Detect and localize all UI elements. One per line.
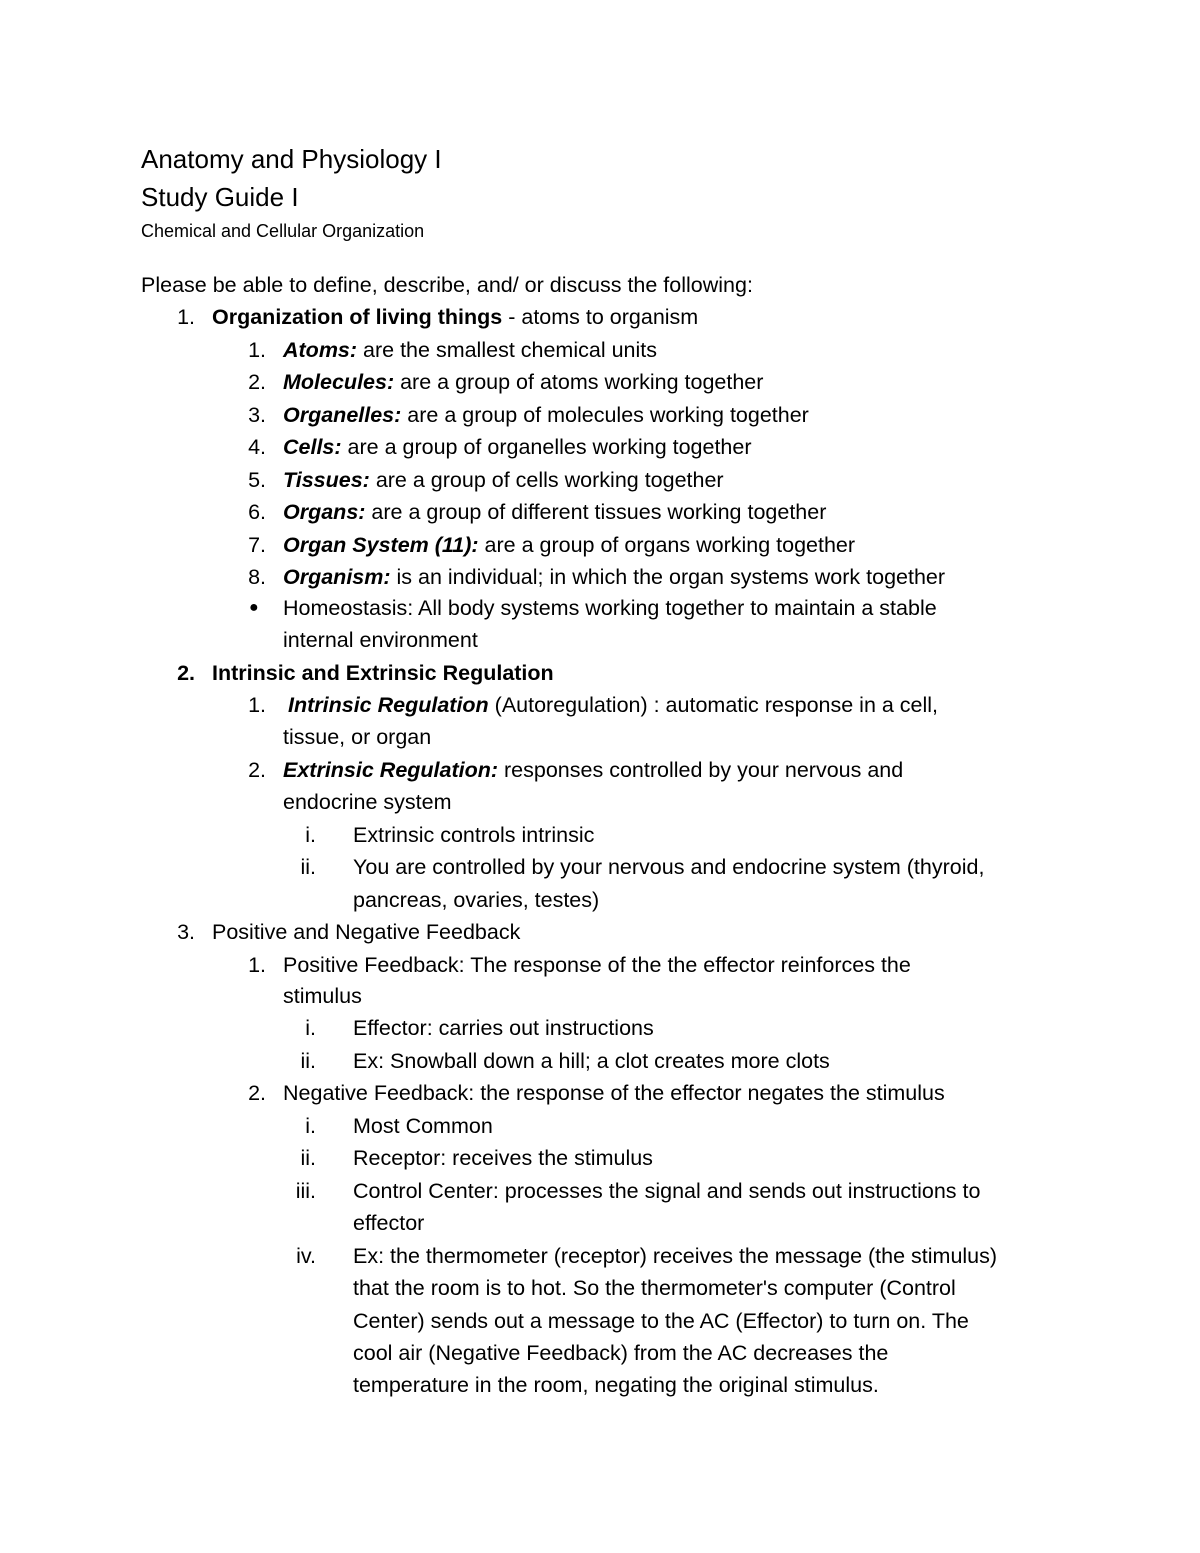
sub-list-number: i. — [305, 1114, 316, 1138]
definition: are a group of atoms working together — [394, 370, 764, 394]
definition: are a group of cells working together — [369, 468, 724, 492]
course-title: Anatomy and Physiology I — [141, 144, 442, 174]
list-item — [283, 432, 752, 462]
sub-list-item: Extrinsic controls intrinsic — [353, 823, 595, 847]
list-number: 3. — [248, 403, 266, 427]
sub-list-item: Ex: the thermometer (receptor) receives the message (the stimulus) — [353, 1244, 998, 1268]
list-number: 8. — [248, 565, 266, 589]
list-item — [283, 367, 763, 397]
sub-list-number: i. — [305, 1016, 316, 1040]
section-number: 1. — [177, 305, 195, 329]
term: Molecules: — [283, 370, 395, 394]
sub-list-item: Receptor: receives the stimulus — [353, 1146, 653, 1170]
list-number: 1. — [248, 338, 266, 362]
sub-list-item-continued: effector — [353, 1211, 425, 1235]
guide-title: Study Guide I — [141, 182, 299, 212]
list-number: 7. — [248, 533, 266, 557]
term: Intrinsic Regulation — [288, 693, 489, 717]
list-number: 2. — [248, 1081, 266, 1105]
sub-list-item-continued: Center) sends out a message to the AC (Effector) to turn on. The — [353, 1309, 969, 1333]
section-heading — [212, 302, 698, 332]
section-title: Intrinsic and Extrinsic Regulation — [212, 661, 554, 685]
sub-list-number: iv. — [296, 1244, 316, 1268]
list-item — [283, 335, 657, 365]
definition: is an individual; in which the organ systems work together — [390, 565, 946, 589]
list-item — [283, 497, 826, 527]
list-number: 5. — [248, 468, 266, 492]
term: Extrinsic Regulation: — [283, 758, 499, 782]
sub-list-item: Control Center: processes the signal and sends out instructions to — [353, 1179, 981, 1203]
definition: are a group of organs working together — [478, 533, 856, 557]
sub-list-item-continued: that the room is to hot. So the thermometer's computer (Control — [353, 1276, 956, 1300]
definition: are a group of molecules working together — [401, 403, 809, 427]
sub-list-item: Effector: carries out instructions — [353, 1016, 654, 1040]
sub-list-number: ii. — [300, 1146, 316, 1170]
list-item — [283, 530, 855, 560]
term: Organ System (11): — [283, 533, 479, 557]
sub-list-item: You are controlled by your nervous and endocrine system (thyroid, — [353, 855, 985, 879]
list-number: 1. — [248, 953, 266, 977]
definition: responses controlled by your nervous and — [498, 758, 904, 782]
term: Cells: — [283, 435, 342, 459]
sub-list-number: ii. — [300, 1049, 316, 1073]
bullet-icon: ● — [249, 599, 259, 616]
term: Organelles: — [283, 403, 402, 427]
definition: are a group of organelles working together — [341, 435, 752, 459]
section-number: 3. — [177, 920, 195, 944]
definition: are the smallest chemical units — [357, 338, 657, 362]
list-item-continued: stimulus — [283, 984, 362, 1008]
term: Tissues: — [283, 468, 370, 492]
bullet-text-continued: internal environment — [283, 628, 478, 652]
sub-list-item: Ex: Snowball down a hill; a clot creates more clots — [353, 1049, 830, 1073]
list-item — [283, 465, 724, 495]
list-item-continued: endocrine system — [283, 790, 452, 814]
term: Organs: — [283, 500, 366, 524]
bullet-text: Homeostasis: All body systems working together to maintain a stable — [283, 596, 937, 620]
section-title: Positive and Negative Feedback — [212, 920, 521, 944]
list-item — [283, 562, 945, 592]
definition: are a group of different tissues working together — [365, 500, 827, 524]
sub-list-number: ii. — [300, 855, 316, 879]
list-number: 2. — [248, 758, 266, 782]
guide-subtitle: Chemical and Cellular Organization — [141, 221, 425, 241]
list-number: 2. — [248, 370, 266, 394]
sub-list-number: i. — [305, 823, 316, 847]
section-title-rest: - atoms to organism — [502, 305, 699, 329]
list-item-continued: tissue, or organ — [283, 725, 432, 749]
list-number: 6. — [248, 500, 266, 524]
list-number: 4. — [248, 435, 266, 459]
definition: (Autoregulation) : automatic response in a cell, — [488, 693, 939, 717]
section-title: Organization of living things — [212, 305, 503, 329]
term: Atoms: — [283, 338, 358, 362]
intro-text: Please be able to define, describe, and/ or discuss the following: — [141, 273, 753, 297]
section-number: 2. — [177, 661, 195, 685]
list-item — [288, 690, 938, 720]
list-item: Positive Feedback: The response of the the effector reinforces the — [283, 953, 911, 977]
sub-list-item-continued: pancreas, ovaries, testes) — [353, 888, 600, 912]
term: Organism: — [283, 565, 391, 589]
list-number: 1. — [248, 693, 266, 717]
list-item — [283, 400, 809, 430]
sub-list-item: Most Common — [353, 1114, 493, 1138]
list-item: Negative Feedback: the response of the effector negates the stimulus — [283, 1081, 945, 1105]
sub-list-number: iii. — [295, 1179, 316, 1203]
list-item — [283, 755, 903, 785]
sub-list-item-continued: temperature in the room, negating the original stimulus. — [353, 1373, 879, 1397]
sub-list-item-continued: cool air (Negative Feedback) from the AC decreases the — [353, 1341, 889, 1365]
